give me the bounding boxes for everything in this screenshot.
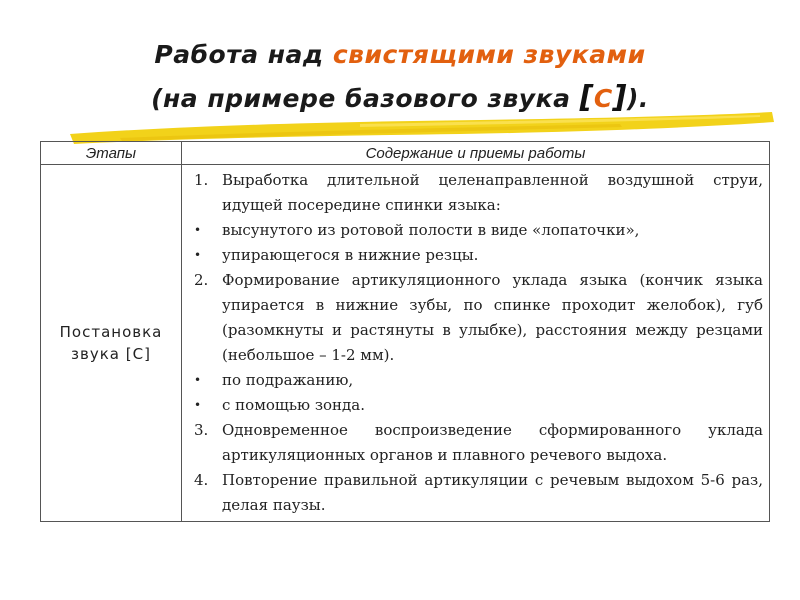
subtitle-close-bracket: ] [612,80,627,115]
number-marker: 4. [194,471,209,489]
bullet-marker: • [194,248,202,262]
header-stage: Этапы [41,142,182,165]
list-item [192,168,763,218]
stage-name-line-2: звука [С] [71,345,151,363]
list-item-text: по подражанию, [222,371,354,389]
number-marker: 3. [194,421,209,439]
stage-cell [41,165,182,522]
subtitle-suffix: ). [626,84,649,113]
list-item-text: с помощью зонда. [222,396,365,414]
slide-title-line-1 [100,40,700,69]
title-prefix: Работа над [154,40,333,69]
steps-list [192,168,763,518]
title-accent: свистящими звуками [332,40,646,69]
brush-main [70,112,774,144]
header-content: Содержание и приемы работы [182,142,770,165]
bullet-marker: • [194,373,202,387]
table-header-row [41,142,770,165]
number-marker: 2. [194,271,209,289]
list-item-text: Формирование артикуляционного уклада языка (кончик языка упирается в нижние зубы, по спинке проходит желобок), губ (разомкнуты и растянуты в улыбке), расстояния между резцами (небольшое – 1-2 мм). [222,271,763,364]
subtitle-accent-sound: С [593,84,613,113]
list-item-text: Повторение правильной артикуляции с речевым выдохом 5-6 раз, делая паузы. [222,471,763,514]
table-row [41,165,770,522]
list-item [192,468,763,518]
list-item [192,393,763,418]
bullet-marker: • [194,223,202,237]
list-item [192,368,763,393]
subtitle-prefix: (на примере базового звука [151,84,580,113]
list-item [192,243,763,268]
list-item-text: высунутого из ротовой полости в виде «лопаточки», [222,221,640,239]
list-item [192,418,763,468]
stages-table [40,141,770,522]
list-item [192,218,763,243]
list-item [192,268,763,368]
bullet-marker: • [194,398,202,412]
list-item-text: упирающегося в нижние резцы. [222,246,479,264]
list-item-text: Одновременное воспроизведение сформированного уклада артикуляционных органов и плавного речевого выдоха. [222,421,763,464]
stage-name-line-1: Постановка [59,323,163,341]
number-marker: 1. [194,171,209,189]
content-cell [182,165,770,522]
subtitle-open-bracket: [ [579,80,594,115]
list-item-text: Выработка длительной целенаправленной воздушной струи, идущей посередине спинки языка: [222,171,763,214]
